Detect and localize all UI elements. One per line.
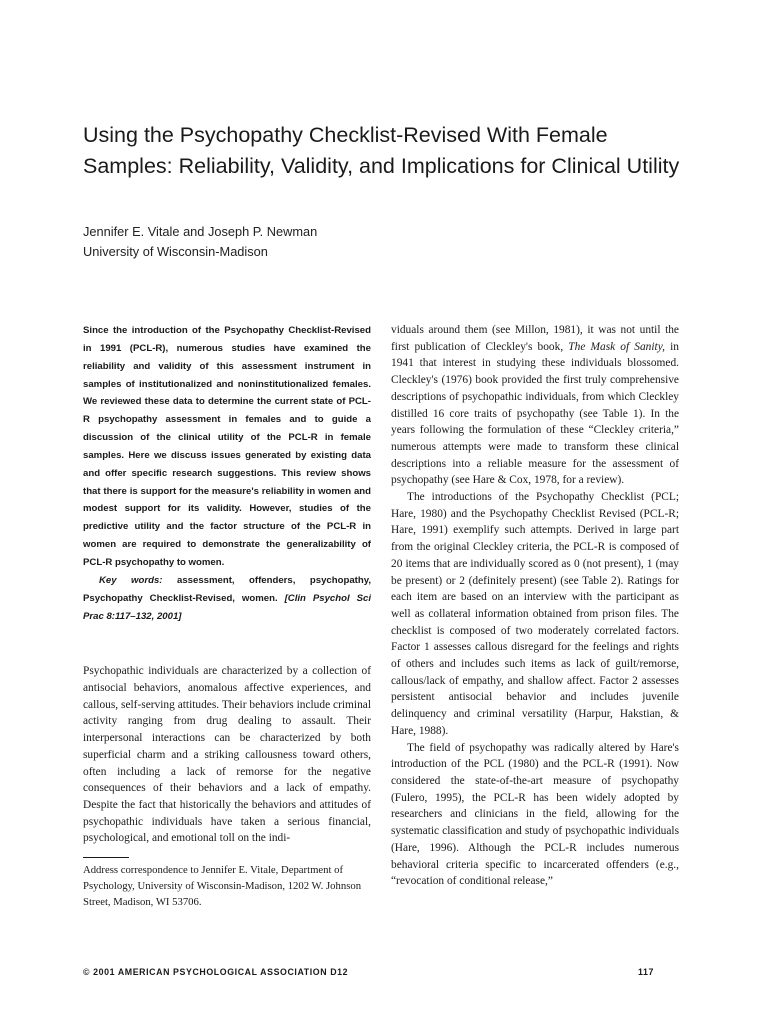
author-block	[83, 222, 317, 262]
body-p1-part1: viduals around them (see Millon, 1981), it was not until the first publication of Cleckley's book,	[391, 324, 679, 353]
journal-citation: [Clin Psychol Sci Prac 8:117–132, 2001]	[83, 592, 371, 622]
body-paragraph-1	[391, 322, 679, 489]
page-number: 117	[638, 967, 654, 977]
keywords-paragraph	[83, 572, 371, 626]
body-p1-part2: in 1941 that interest in studying these individuals blossomed. Cleckley's (1976) book provided the first truly comprehensive descriptions of psychopathic individuals, from which Cleckley distilled 16 core traits of psychopathy (see Table 1). In the years following the formulation of these “Cleckley criteria,” numerous attempts were made to transform these clinical descriptions into a reliable measure for the assessment of psychopathy (see Hare & Cox, 1978, for a review).	[391, 340, 679, 487]
page-footer	[83, 967, 654, 977]
copyright-notice: © 2001 AMERICAN PSYCHOLOGICAL ASSOCIATION D12	[83, 967, 349, 977]
body-paragraph-3: The field of psychopathy was radically altered by Hare's introduction of the PCL (1980) and the PCL-R (1991). Now considered the state-of-the-art measure of psychopathy (Fulero, 1995), the PCL-R has been widely adopted by researchers and clinicians in the field, allowing for the systematic classification and study of psychopathic individuals (Hare, 1996). Although the PCL-R includes numerous behavioral criteria specific to incarcerated offenders (e.g., “revocation of conditional release,”	[391, 741, 679, 888]
left-column	[83, 322, 371, 910]
body-paragraph-2: The introductions of the Psychopathy Checklist (PCL; Hare, 1980) and the Psychopathy Checklist Revised (PCL-R; Hare, 1991) exemplify such attempts. Derived in large part from the original Cleckley criteria, the PCL-R is composed of 20 items that are individually scored as 0 (not present), 1 (may be present) or 2 (definitely present) (see Table 2). Ratings for each item are based on an interview with the participant as well as collateral information obtained from prison files. The checklist is composed of two moderately correlated factors. Factor 1 assesses callous disregard for the feelings and rights of others and includes such items as lack of guilt/remorse, callous/lack of empathy, and shallow affect. Factor 2 assesses persistent antisocial behavior and includes juvenile delinquency and criminal versatility (Harpur, Hakstian, & Hare, 1988).	[391, 491, 679, 737]
author-affiliation: University of Wisconsin-Madison	[83, 244, 268, 259]
keywords-label: Key words:	[99, 574, 163, 586]
keywords-list: assessment, offenders, psychopathy, Psychopathy Checklist-Revised, women.	[83, 574, 372, 604]
abstract-text: Since the introduction of the Psychopathy Checklist-Revised in 1991 (PCL-R), numerous studies have examined the reliability and validity of this assessment instrument in samples of institutionalized and noninstitutionalized females. We reviewed these data to determine the current state of PCL-R psychopathy assessment in females and to guide a discussion of the clinical utility of the PCL-R in female samples. Here we discuss issues generated by existing data and offer specific research suggestions. This review shows that there is support for the measure's reliability in women and modest support for its validity. However, studies of the predictive utility and the factor structure of the PCL-R in women are required to demonstrate the generalizability of PCL-R psychopathy to women.	[83, 325, 371, 568]
article-title: Using the Psychopathy Checklist-Revised With Female Samples: Reliability, Validity, and Implications for Clinical Utility	[83, 123, 680, 178]
footnote-divider	[83, 857, 129, 858]
correspondence-footnote: Address correspondence to Jennifer E. Vitale, Department of Psychology, University of Wisconsin-Madison, 1202 W. Johnson Street, Madison, WI 53706.	[83, 864, 362, 909]
right-column	[391, 322, 679, 890]
intro-paragraph: Psychopathic individuals are characterized by a collection of antisocial behaviors, anomalous affective experiences, and callous, self-serving attitudes. Their behaviors include criminal activity ranging from drug dealing to assault. Their interpersonal interactions can be characterized by both superficial charm and a striking callousness toward others, often including a lack of remorse for the negative consequences of their behaviors and a lack of empathy. Despite the fact that historically the behaviors and attitudes of psychopathic individuals have taken a serious financial, psychological, and emotional toll on the indi-	[83, 665, 371, 845]
author-names: Jennifer E. Vitale and Joseph P. Newman	[83, 224, 318, 239]
book-title: The Mask of Sanity,	[568, 340, 665, 353]
